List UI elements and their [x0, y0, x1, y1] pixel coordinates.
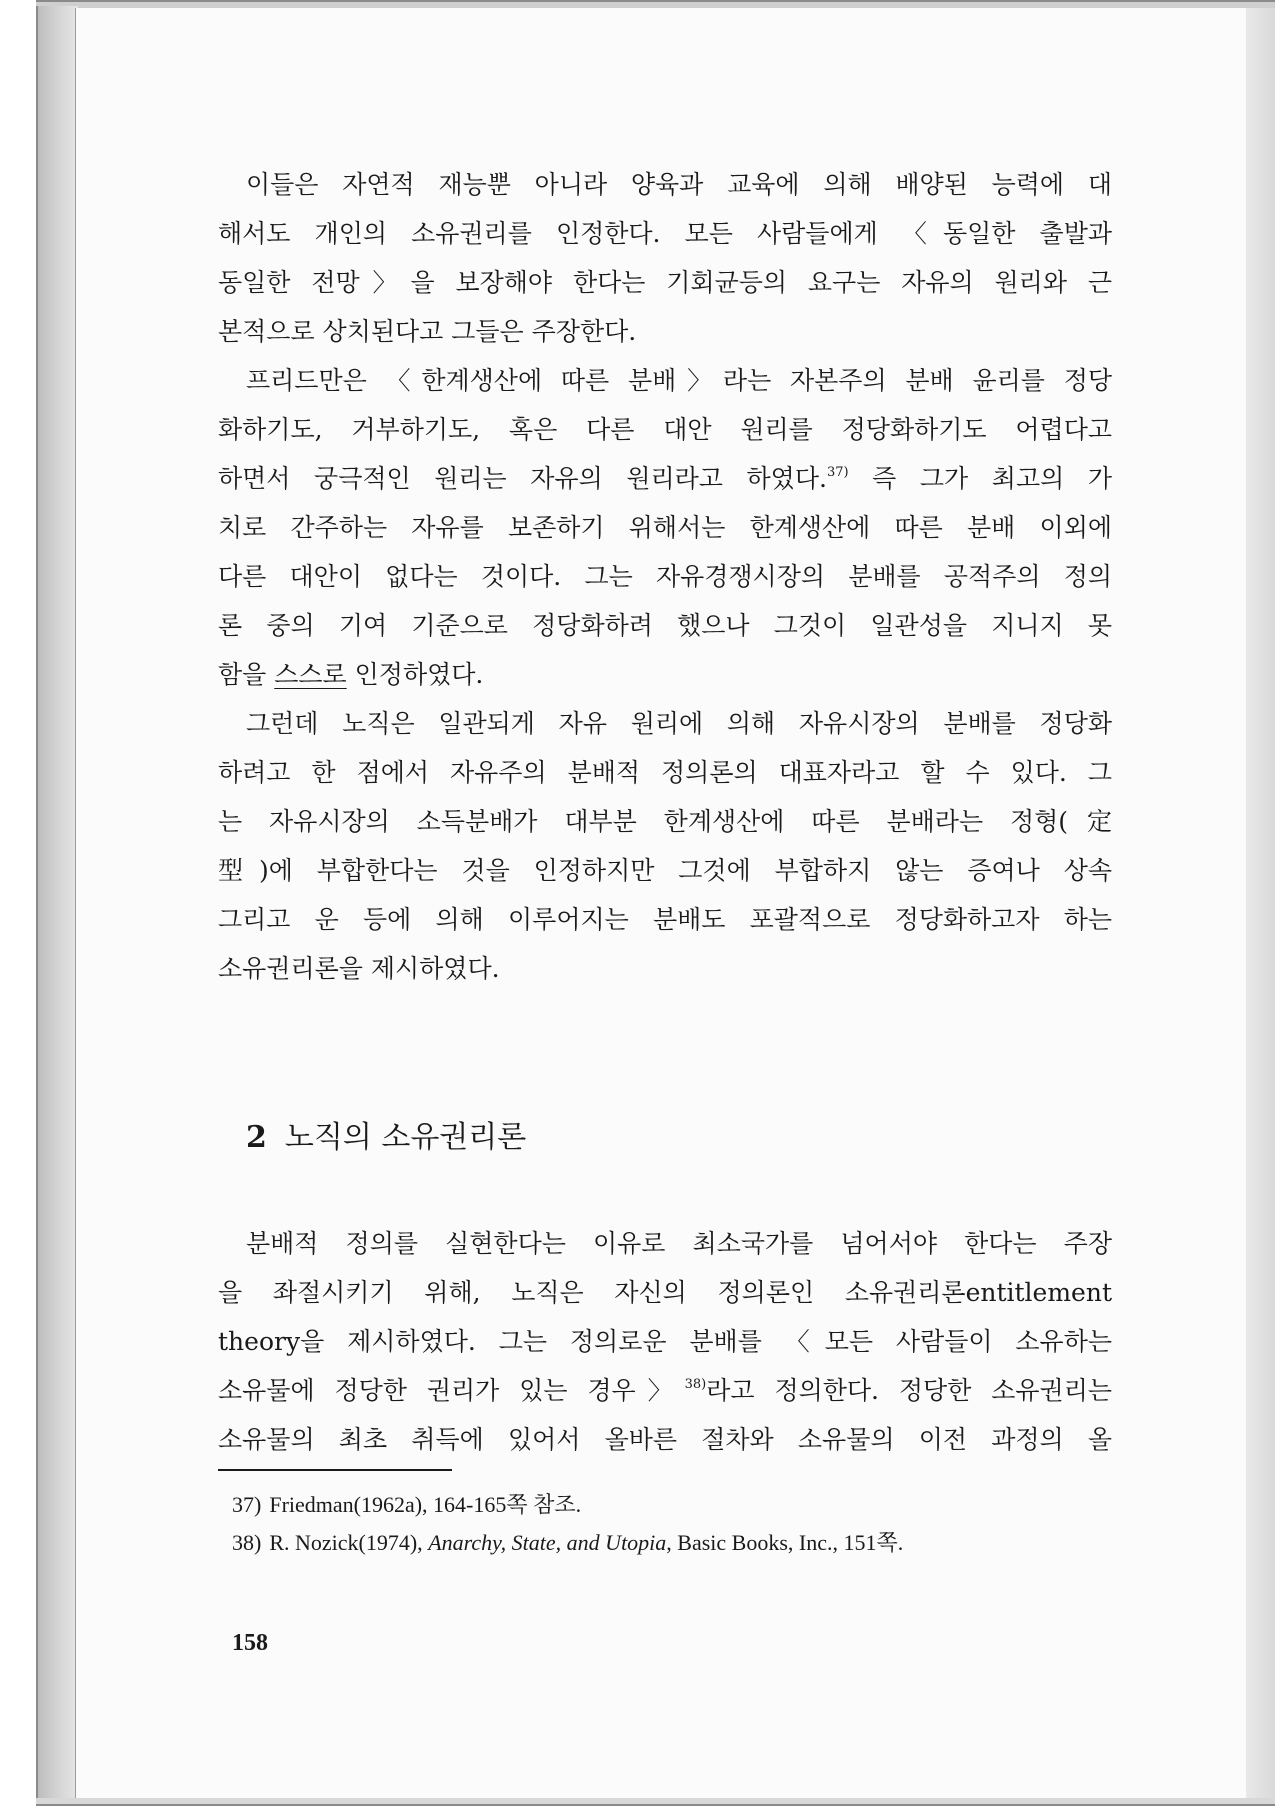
text-segment: 라고 정의한다. 정당한 소유권리는 — [706, 1376, 1113, 1405]
body-text-section-1 — [218, 160, 1112, 993]
footnote-text: Friedman(1962a), 164-165쪽 참조. — [269, 1492, 582, 1517]
text-line: 분배적 정의를 실현한다는 이유로 최소국가를 넘어서야 한다는 주장 — [246, 1229, 1112, 1258]
text-line: 본적으로 상치된다고 그들은 주장한다. — [218, 317, 637, 346]
text-line: 그리고 운 등에 의해 이루어지는 분배도 포괄적으로 정당화하고자 하는 — [218, 905, 1112, 934]
text-line: 프리드만은 〈한계생산에 따른 분배〉라는 자본주의 분배 윤리를 정당 — [246, 366, 1112, 395]
text-line: 다른 대안이 없다는 것이다. 그는 자유경쟁시장의 분배를 공적주의 정의 — [218, 562, 1112, 591]
text-segment: 즉 그가 최고의 가 — [848, 464, 1112, 493]
footnote-publisher: , Basic Books, Inc., 151쪽. — [666, 1530, 904, 1555]
text-line: 을 좌절시키기 위해, 노직은 자신의 정의론인 소유권리론entitlement — [218, 1278, 1112, 1307]
text-line: 론 중의 기여 기준으로 정당화하려 했으나 그것이 일관성을 지니지 못 — [218, 611, 1112, 640]
paragraph-1 — [218, 160, 1112, 356]
page-bottom-edge — [36, 1798, 1275, 1806]
text-segment: 인정하였다. — [346, 660, 484, 689]
section-title: 노직의 소유권리론 — [284, 1120, 527, 1155]
text-line: 해서도 개인의 소유권리를 인정한다. 모든 사람들에게 〈동일한 출발과 — [218, 219, 1112, 248]
text-line: 하려고 한 점에서 자유주의 분배적 정의론의 대표자라고 할 수 있다. 그 — [218, 758, 1112, 787]
footnote-ref-38: 38) — [684, 1377, 707, 1392]
footnote-number: 38) — [232, 1530, 262, 1555]
text-line-with-footnote — [218, 454, 1112, 503]
underlined-word: 스스로 — [274, 660, 347, 689]
text-segment: 하면서 궁극적인 원리는 자유의 원리라고 하였다. — [218, 464, 827, 493]
section-heading — [246, 1112, 526, 1156]
footnote-37 — [232, 1486, 903, 1524]
footnote-author: R. Nozick(1974), — [269, 1530, 429, 1555]
text-line: 화하기도, 거부하기도, 혹은 다른 대안 원리를 정당화하기도 어렵다고 — [218, 415, 1112, 444]
text-line-with-footnote — [218, 1366, 1112, 1415]
footnote-book-title: Anarchy, State, and Utopia — [428, 1530, 667, 1555]
footnotes — [232, 1486, 903, 1562]
page-right-edge — [1246, 8, 1275, 1798]
text-line: theory을 제시하였다. 그는 정의로운 분배를 〈모든 사람들이 소유하는 — [218, 1327, 1112, 1356]
page-number: 158 — [232, 1630, 268, 1656]
text-line: 소유권리론을 제시하였다. — [218, 954, 500, 983]
section-number: 2 — [246, 1120, 267, 1155]
body-text-section-2 — [218, 1219, 1112, 1464]
text-line: 동일한 전망〉을 보장해야 한다는 기회균등의 요구는 자유의 원리와 근 — [218, 268, 1112, 297]
book-spine — [36, 6, 78, 1800]
page-top-edge — [36, 0, 1275, 8]
footnote-number: 37) — [232, 1492, 262, 1517]
footnote-38 — [232, 1524, 903, 1562]
text-segment: 소유물에 정당한 권리가 있는 경우〉 — [218, 1376, 685, 1405]
text-line: 이들은 자연적 재능뿐 아니라 양육과 교육에 의해 배양된 능력에 대 — [246, 170, 1112, 199]
text-line: 치로 간주하는 자유를 보존하기 위해서는 한계생산에 따른 분배 이외에 — [218, 513, 1112, 542]
footnote-divider — [218, 1469, 452, 1471]
paragraph-2 — [218, 356, 1112, 699]
text-line: 소유물의 최초 취득에 있어서 올바른 절차와 소유물의 이전 과정의 올 — [218, 1425, 1112, 1454]
text-line: 그런데 노직은 일관되게 자유 원리에 의해 자유시장의 분배를 정당화 — [246, 709, 1112, 738]
text-segment: 함을 — [218, 660, 275, 689]
footnote-ref-37: 37) — [826, 465, 849, 480]
text-line: 型)에 부합한다는 것을 인정하지만 그것에 부합하지 않는 증여나 상속 — [218, 856, 1112, 885]
paragraph-3 — [218, 699, 1112, 993]
text-line: 는 자유시장의 소득분배가 대부분 한계생산에 따른 분배라는 정형(定 — [218, 807, 1112, 836]
text-line — [218, 650, 1112, 699]
